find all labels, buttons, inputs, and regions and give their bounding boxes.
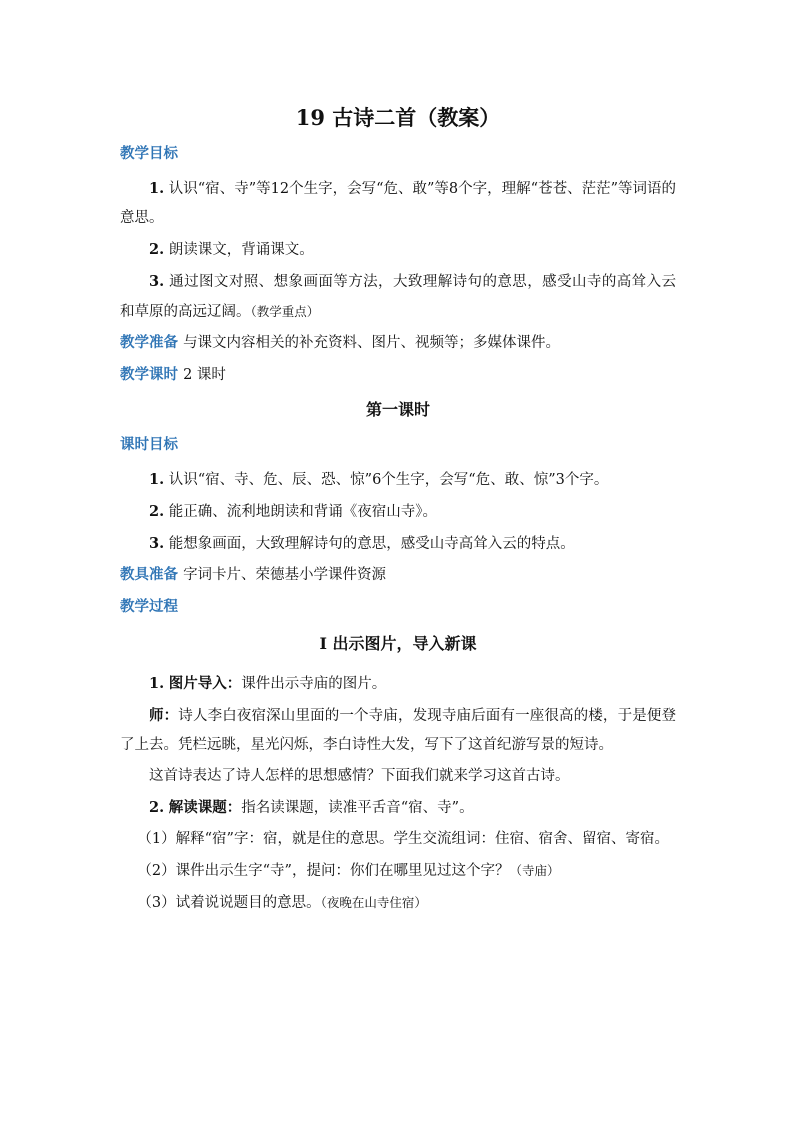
teaching-goals-heading: 教学目标 xyxy=(120,145,178,162)
lesson-goal-item-2 xyxy=(120,497,676,527)
lesson-goals-heading: 课时目标 xyxy=(120,436,178,453)
lesson-goal-number: 1. xyxy=(149,471,165,488)
sub-step-3-text: （3）试着说说题目的意思。 xyxy=(137,895,321,911)
sub-step-3-note: （夜晚在山寺住宿） xyxy=(320,895,427,910)
teaching-process-heading: 教学过程 xyxy=(120,598,178,615)
picture-intro-number: 1. xyxy=(149,675,165,692)
sub-step-1: （1）解释“宿”字：宿，就是住的意思。学生交流组词：住宿、宿舍、留宿、寄宿。 xyxy=(137,831,669,847)
teaching-prep-text: 与课文内容相关的补充资料、图片、视频等；多媒体课件。 xyxy=(183,335,561,351)
lesson-goal-number: 2. xyxy=(149,503,165,520)
goal-text: 朗读课文，背诵课文。 xyxy=(168,242,314,258)
teaching-prep xyxy=(120,333,676,353)
sub-step-2 xyxy=(120,856,676,886)
lesson-goal-item-1 xyxy=(120,465,676,495)
picture-intro-label: 图片导入： xyxy=(168,675,242,692)
teaching-hours-text: 2 课时 xyxy=(183,367,226,383)
title-reading-text: 指名读课题，读准平舌音“宿、寺”。 xyxy=(241,800,474,816)
goal-number: 3. xyxy=(149,273,165,290)
goal-item-3 xyxy=(120,267,676,327)
sub-step-2-text: （2）课件出示生字“寺”，提问：你们在哪里见过这个字？ xyxy=(137,863,510,879)
lesson-one-title: 第一课时 xyxy=(365,400,430,419)
teaching-hours xyxy=(120,365,676,385)
document-content xyxy=(120,104,676,920)
goal-number: 2. xyxy=(149,241,165,258)
teacher-text: 诗人李白夜宿深山里面的一个寺庙，发现寺庙后面有一座很高的楼，于是便登了上去。凭栏远眺，星光闪烁，李白诗性大发，写下了这首纪游写景的短诗。 xyxy=(120,708,677,753)
goal-text: 认识“宿、寺”等12个生字，会写“危、敢”等8个字，理解“苍苍、茫茫”等词语的意思。 xyxy=(120,181,677,226)
goal-item-1 xyxy=(120,174,676,233)
lesson-goal-item-3 xyxy=(120,529,676,559)
document-title: 19 古诗二首（教案） xyxy=(295,105,501,130)
teaching-tools-heading: 教具准备 xyxy=(120,566,178,583)
title-reading-number: 2. xyxy=(149,799,165,816)
lesson-goal-text: 能想象画面，大致理解诗句的意思，感受山寺高耸入云的特点。 xyxy=(168,536,575,552)
goal-item-2 xyxy=(120,235,676,265)
goal-number: 1. xyxy=(149,180,165,197)
teacher-label: 师： xyxy=(149,707,179,724)
picture-intro-text: 课件出示寺庙的图片。 xyxy=(241,676,387,692)
part-one-title: Ⅰ 出示图片，导入新课 xyxy=(319,634,477,653)
lesson-goal-text: 能正确、流利地朗读和背诵《夜宿山寺》。 xyxy=(168,504,437,520)
goal-note: （教学重点） xyxy=(250,304,320,319)
teaching-tools-text: 字词卡片、荣德基小学课件资源 xyxy=(183,567,387,583)
sub-step-3 xyxy=(120,888,676,918)
teaching-tools xyxy=(120,565,676,585)
title-reading-label: 解读课题： xyxy=(168,799,242,816)
teaching-hours-heading: 教学课时 xyxy=(120,366,178,383)
lesson-goal-text: 认识“宿、寺、危、辰、恐、惊”6个生字，会写“危、敢、惊”3个字。 xyxy=(168,472,609,488)
poem-question: 这首诗表达了诗人怎样的思想感情？下面我们就来学习这首古诗。 xyxy=(149,768,570,784)
goal-text: 通过图文对照、想象画面等方法，大致理解诗句的意思，感受山寺的高耸入云和草原的高远辽阔。 xyxy=(120,274,676,320)
lesson-goal-number: 3. xyxy=(149,535,165,552)
teaching-prep-heading: 教学准备 xyxy=(120,334,178,351)
picture-intro xyxy=(120,669,676,699)
teacher-speech xyxy=(120,701,676,760)
title-reading xyxy=(120,793,676,823)
sub-step-2-note: （寺庙） xyxy=(509,863,560,878)
